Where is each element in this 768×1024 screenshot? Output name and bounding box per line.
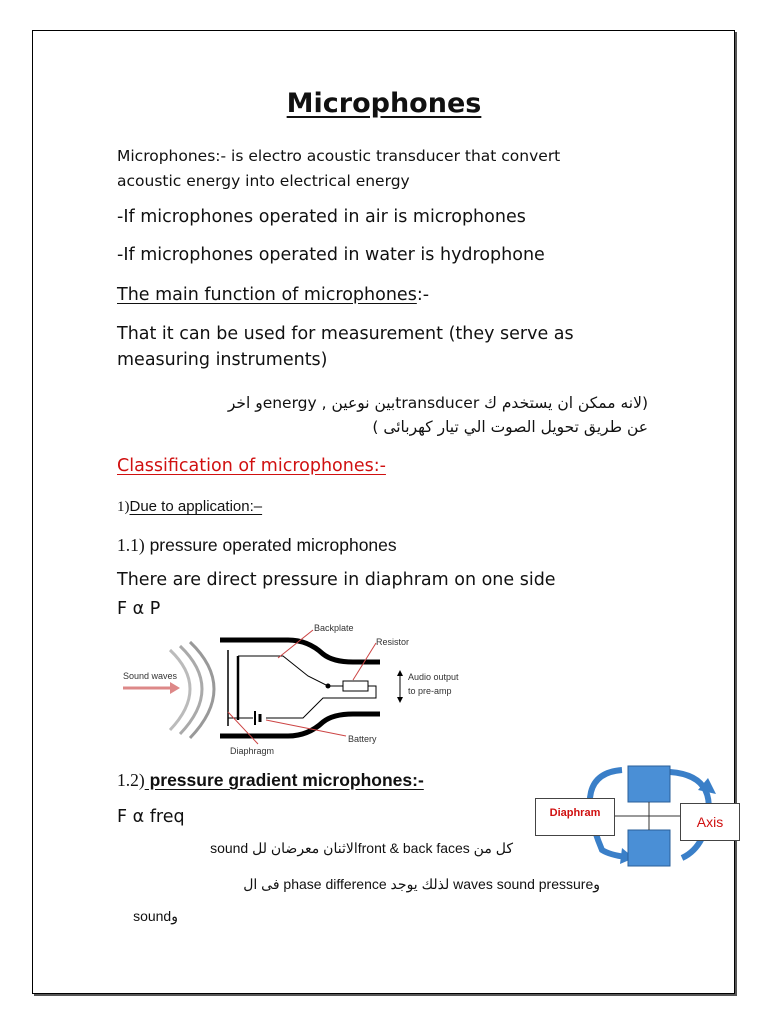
bottom-blue-box <box>628 830 670 866</box>
output-arrow-up <box>397 670 403 676</box>
diaphram-box: Diaphram <box>535 798 615 836</box>
backplate-label: Backplate <box>314 623 354 633</box>
f-alpha-freq: F α freq <box>117 807 185 827</box>
output-arrow-down <box>397 697 403 703</box>
definition-line-2: acoustic energy into electrical energy <box>117 172 410 190</box>
faces-line: كل من front & back facesالاثنان معرضان لل sound <box>210 840 513 856</box>
due-to-label: Due to application:– <box>129 498 263 515</box>
audio-output-label-1: Audio output <box>408 672 459 682</box>
section-1-1 <box>117 531 397 560</box>
arabic-line-2: عن طريق تحويل الصوت الي تيار كهربائى ) <box>372 418 648 436</box>
main-function-heading <box>117 281 429 309</box>
sound-waves-label: Sound waves <box>123 671 178 681</box>
f-alpha-p: F α P <box>117 599 161 619</box>
sound-wave-arrowhead <box>170 682 180 694</box>
battery-label: Battery <box>348 734 377 744</box>
housing-top <box>220 640 380 662</box>
arabic-line-1: (لانه ممكن ان يستخدم ك transducerبين نوعين , energyو اخر <box>227 394 648 412</box>
resistor-label: Resistor <box>376 637 410 647</box>
circuit-wire-top <box>238 656 343 686</box>
sound-line: وsound <box>133 908 178 924</box>
main-function-heading-text: The main function of microphones <box>117 285 417 305</box>
diaphragm-label: Diaphragm <box>230 746 275 756</box>
function-line-2: measuring instruments) <box>117 350 328 370</box>
pressure-microphone-diagram <box>118 618 488 763</box>
housing-bottom <box>220 714 380 736</box>
resistor-symbol <box>343 681 368 691</box>
air-line: -If microphones operated in air is microphones <box>117 207 526 227</box>
junction-dot <box>326 684 331 689</box>
section-1-1-label: pressure operated microphones <box>144 535 397 555</box>
water-line: -If microphones operated in water is hydrophone <box>117 245 545 265</box>
top-blue-box <box>628 766 670 802</box>
section-1-2-number: 1.2) <box>117 770 145 790</box>
section-1-1-number: 1.1) <box>117 535 145 555</box>
main-function-heading-suffix: :- <box>416 285 430 305</box>
due-to-number: 1) <box>117 499 130 515</box>
classification-heading: Classification of microphones:- <box>117 456 386 476</box>
section-1-2 <box>117 766 424 795</box>
page-title: Microphones <box>286 88 482 119</box>
direct-pressure-line: There are direct pressure in diaphram on one side <box>117 570 556 590</box>
diaphragm-pointer <box>228 712 258 744</box>
phase-line: وwaves sound pressure لذلك يوجد phase difference فى ال <box>243 876 600 892</box>
axis-box: Axis <box>680 803 740 841</box>
section-1-2-label: pressure gradient microphones:- <box>144 770 424 790</box>
definition-line-1: Microphones:- is electro acoustic transducer that convert <box>117 147 561 165</box>
function-line-1: That it can be used for measurement (they serve as <box>117 324 574 344</box>
audio-output-label-2: to pre-amp <box>408 686 452 696</box>
due-to-application <box>117 494 262 519</box>
